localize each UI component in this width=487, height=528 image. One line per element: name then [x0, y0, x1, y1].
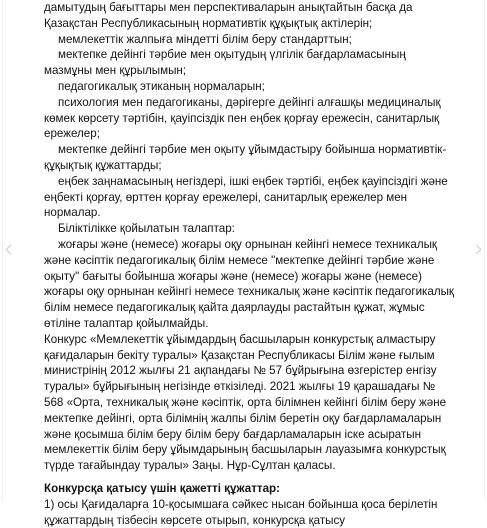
paragraph: жоғары және (немесе) жоғары оқу орнынан кейінгі немесе техникалық және кәсіптік педагогикалық білім немесе "мектепке дейінгі тәрбие және оқыту" бағыты бойынша жоғары және (немесе) жоғары және (немесе) жоғары оқу орнынан кейінгі немесе техникалық және кәсіптік педагогикалық білім немесе педагогикалық қайта даярлауды растайтын құжат, жұмыс өтіліне талаптар қойылмайды. — [44, 237, 454, 330]
paragraph: мектепке дейінгі тәрбие мен оқытудың үлгілік бағдарламасының мазмұны мен құрылымын; — [44, 48, 406, 78]
paragraph: еңбек заңнамасының негіздері, ішкі еңбек тәртібі, еңбек қауіпсіздігі және еңбекті қорғау, өрттен қорғау ережелері, санитарлық ережелер мен нормалар. — [44, 174, 448, 220]
paragraph: Біліктілікке қойылатын талаптар: — [58, 222, 235, 236]
paragraph: педагогикалық этиканың нормаларын; — [58, 79, 265, 93]
section-heading: Конкурсқа қатысу үшін қажетті құжаттар: — [44, 481, 280, 495]
document-body — [44, 0, 456, 528]
paragraph: мектепке дейінгі тәрбие мен оқыту ұйымдастыру бойынша нормативтік-құқықтық құжаттарды; — [44, 143, 447, 172]
chevron-right-icon[interactable] — [472, 245, 482, 255]
chevron-left-icon[interactable] — [6, 245, 16, 255]
right-edge-divider — [484, 0, 485, 500]
spacer — [44, 474, 456, 481]
left-edge-divider — [2, 0, 3, 500]
paragraph: 1) осы Қағидаларға 10-қосымшаға сәйкес нысан бойынша қоса берілетін құжаттардың тізбесін көрсете отырып, конкурсқа қатысу — [44, 497, 438, 527]
paragraph: мемлекеттік жалпыға міндетті білім беру стандарттын; — [58, 32, 352, 46]
paragraph: дамытудың бағыттары мен перспективаларын анықтайтын басқа да Қазақстан Республикасының нормативтік құқықтық актілерін; — [44, 1, 413, 30]
paragraph: Конкурс «Мемлекеттік ұйымдардың басшыларын конкурстық алмастыру қағидаларын бекіту туралы» Қазақстан Республикасы Білім және ғылым министрінің 2012 жылғы 21 ақпандағы № 57 бұйрығына өзгерістер енгізу туралы» бұйрығының негізінде өткізіледі. 2021 жылғы 19 қарашадағы № 568 «Орта, техникалық және кәсіптік, орта білімнен кейінгі білім беру және мектепке дейінгі, орта білімнің жалпы білім беретін оқу бағдарламаларын және қосымша білім беру білім беру бағдарламаларын іске асыратын мемлекеттік білім беру ұйымдарының басшыларын лауазымға конкурстық түрде тағайындау туралы» Заңы. Нұр-Сұлтан қаласы. — [44, 332, 447, 473]
paragraph: психология мен педагогиканы, дәрігерге дейінгі алғашқы медициналық көмек көрсету тәртібін, қауіпсіздік пен еңбек қорғау ережесін, санитарлық ережелер; — [44, 95, 441, 141]
